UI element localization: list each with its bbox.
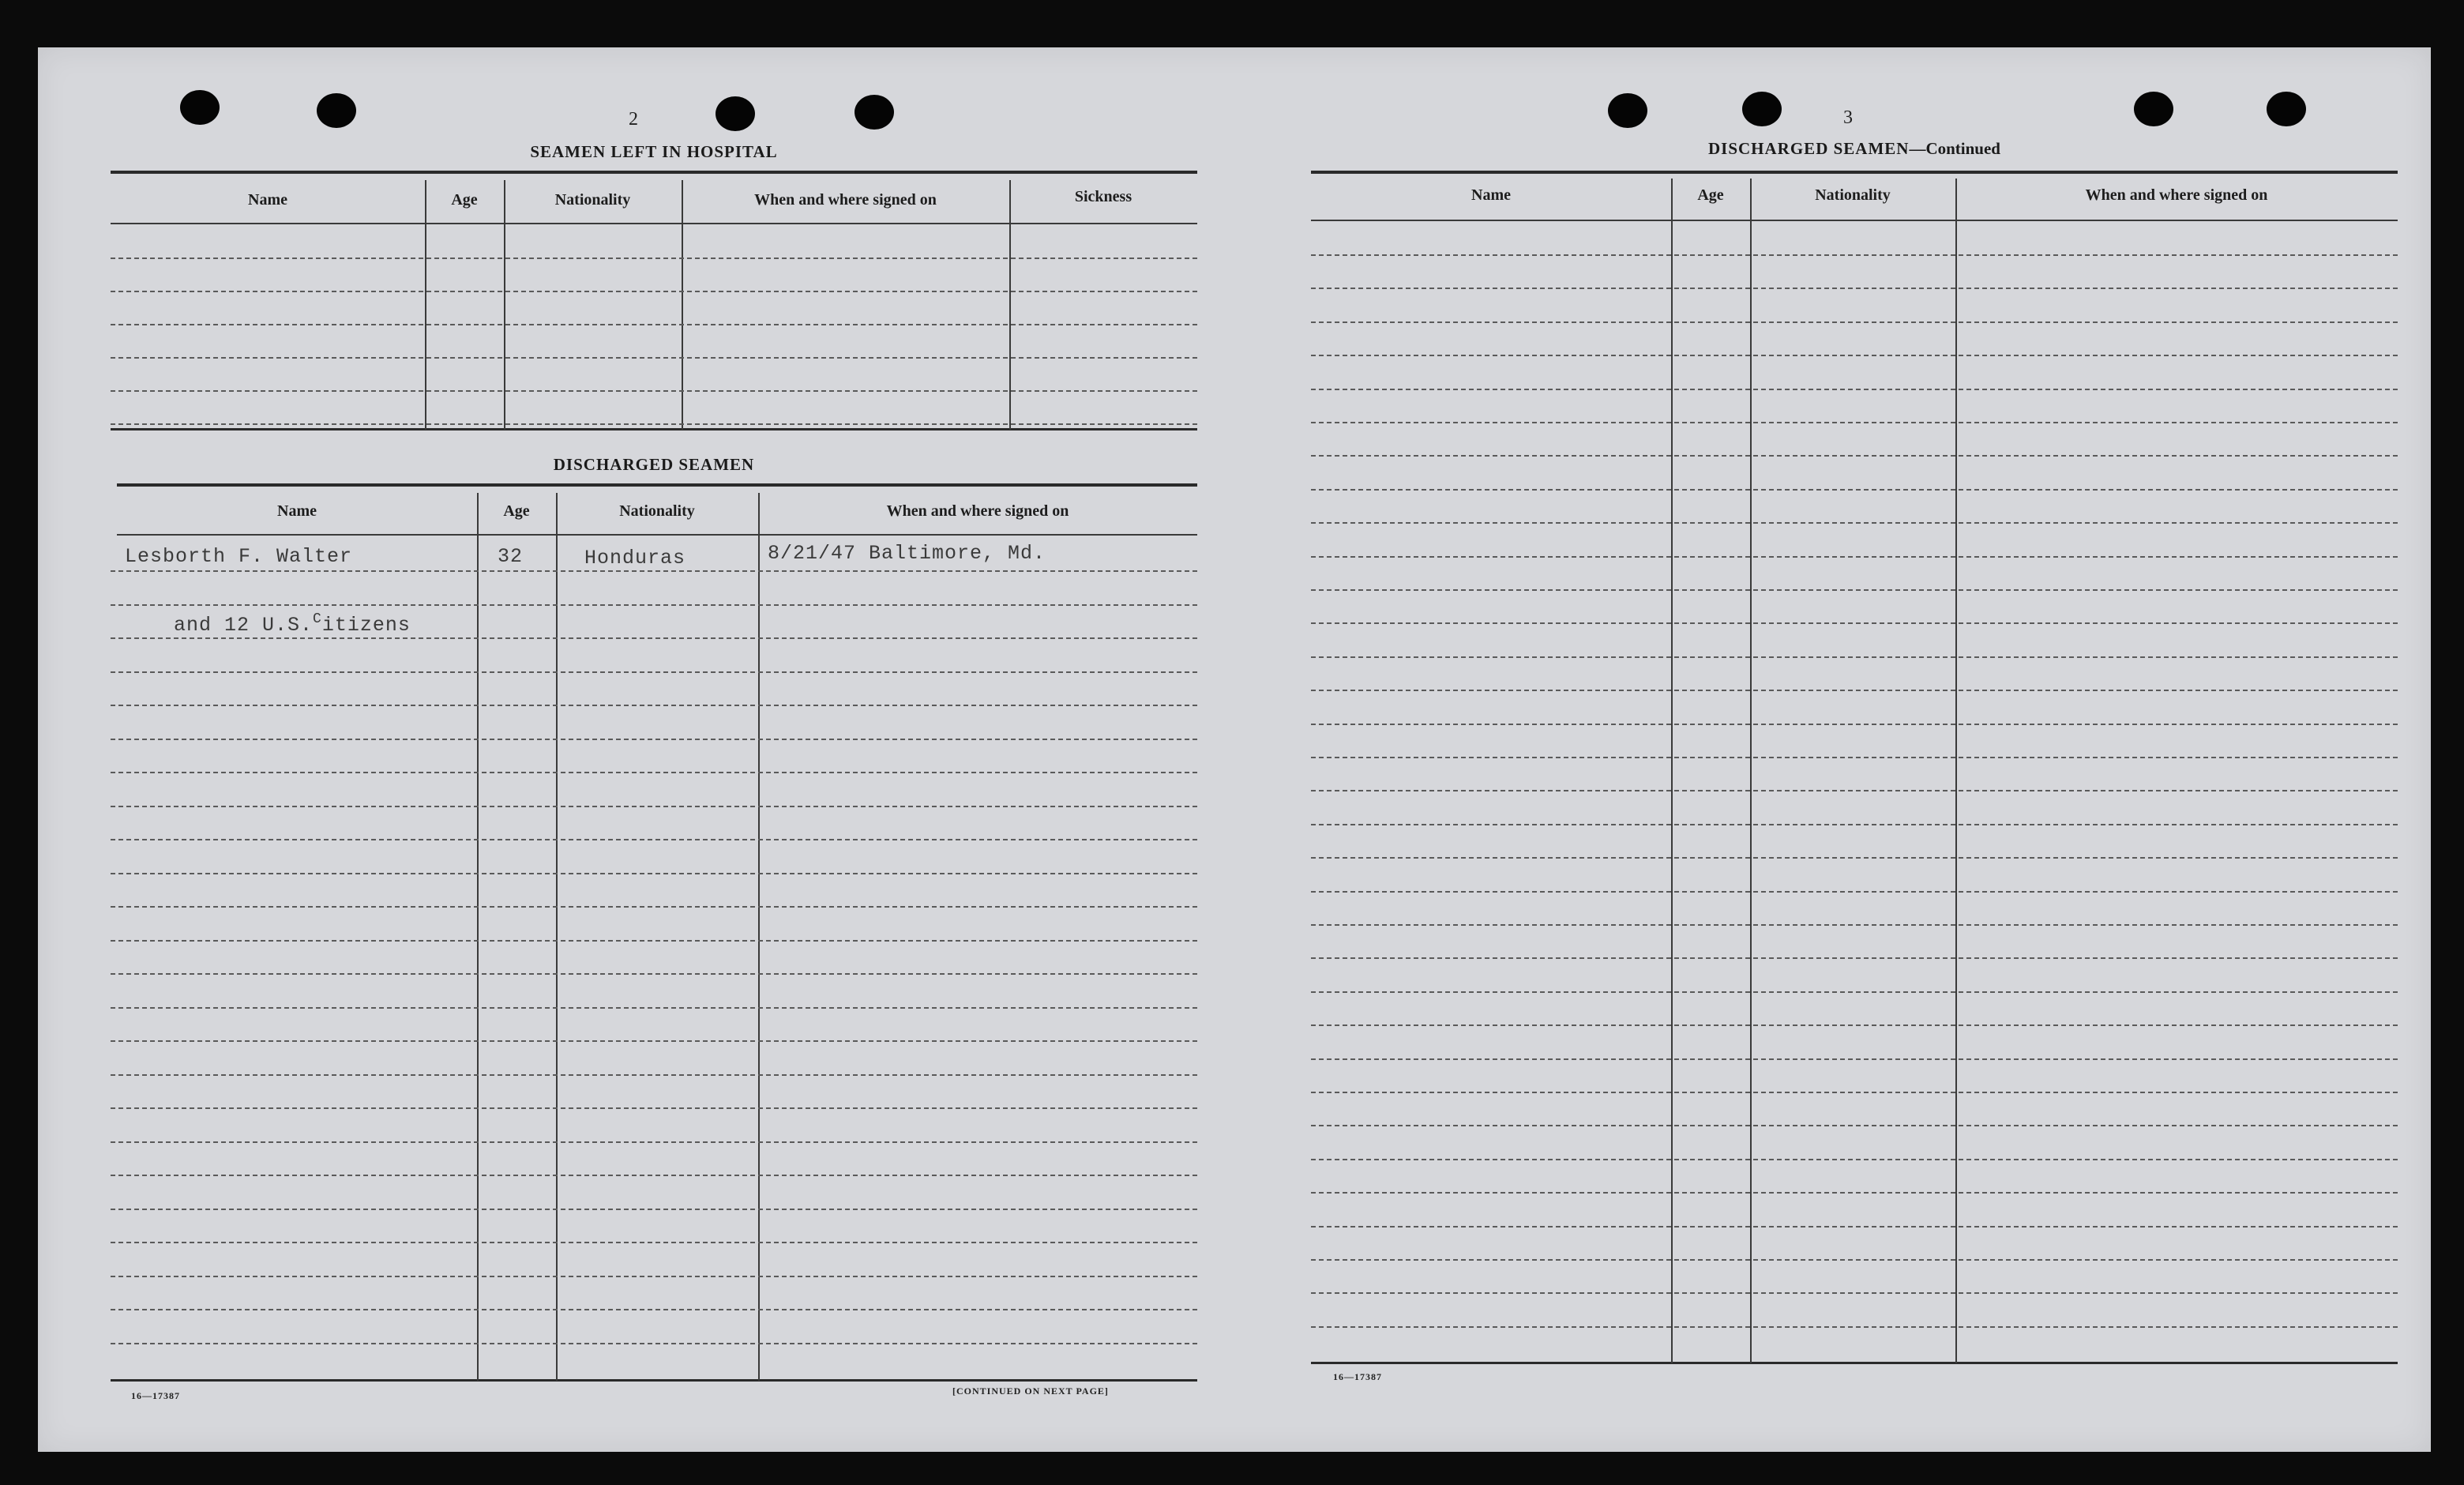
right-table-row-line xyxy=(1311,1259,2398,1261)
seaman-signed-on: 8/21/47 Baltimore, Md. xyxy=(768,542,1046,565)
hospital-col-age: Age xyxy=(451,191,478,209)
citizens-note xyxy=(174,611,411,637)
right-table-row-line xyxy=(1311,288,2398,289)
discharged-section-title: DISCHARGED SEAMEN xyxy=(553,455,755,474)
right-table-row-line xyxy=(1311,389,2398,390)
right-table-row-line xyxy=(1311,622,2398,624)
punch-hole xyxy=(2134,92,2173,126)
hospital-col-divider xyxy=(1009,180,1011,430)
discharged-col-divider xyxy=(556,493,558,1381)
hospital-table-row-line xyxy=(111,357,1197,359)
discharged-table-row-line xyxy=(111,1309,1197,1310)
punch-hole xyxy=(855,95,894,130)
hospital-col-sickness: Sickness xyxy=(1074,188,1132,205)
hospital-col-divider xyxy=(425,180,426,430)
right-table-row-line xyxy=(1311,1092,2398,1093)
discharged-table-top-rule xyxy=(117,483,1197,487)
right-table-row-line xyxy=(1311,321,2398,323)
continued-label: [CONTINUED ON NEXT PAGE] xyxy=(952,1385,1109,1397)
discharged-table-row-line xyxy=(111,1242,1197,1243)
right-table-row-line xyxy=(1311,924,2398,926)
right-table-header-rule xyxy=(1311,220,2398,221)
hospital-col-divider xyxy=(504,180,505,430)
discharged-table-row-line xyxy=(111,604,1197,606)
right-col-nationality: Nationality xyxy=(1815,186,1891,204)
hospital-table-top-rule xyxy=(111,171,1197,174)
discharged-col-age: Age xyxy=(503,502,530,520)
punch-hole xyxy=(317,93,356,128)
citizens-note-prefix: and 12 U.S. xyxy=(174,614,314,637)
punch-hole xyxy=(2267,92,2306,126)
discharged-col-divider xyxy=(477,493,479,1381)
discharged-table-row-line xyxy=(111,873,1197,874)
right-table-top-rule xyxy=(1311,171,2398,174)
right-title-main: DISCHARGED SEAMEN xyxy=(1708,139,1910,158)
hospital-table-row-line xyxy=(111,258,1197,259)
discharged-col-signed-on: When and where signed on xyxy=(886,502,1069,520)
punch-hole xyxy=(1742,92,1782,126)
right-table-row-line xyxy=(1311,1024,2398,1026)
right-col-age: Age xyxy=(1697,186,1724,204)
punch-hole xyxy=(180,90,220,125)
hospital-col-divider xyxy=(682,180,683,430)
right-table-row-line xyxy=(1311,355,2398,356)
right-col-divider xyxy=(1750,179,1752,1363)
discharged-table-row-line xyxy=(111,570,1197,572)
discharged-table-row-line xyxy=(111,806,1197,807)
hospital-table-row-line xyxy=(111,390,1197,392)
right-col-signed-on: When and where signed on xyxy=(2085,186,2268,204)
right-table-row-line xyxy=(1311,1226,2398,1227)
right-table-row-line xyxy=(1311,1058,2398,1060)
right-table-row-line xyxy=(1311,422,2398,423)
discharged-table-row-line xyxy=(111,1209,1197,1210)
right-table-row-line xyxy=(1311,790,2398,791)
discharged-table-bottom-rule xyxy=(111,1379,1197,1382)
discharged-table-row-line xyxy=(111,1276,1197,1277)
punch-hole xyxy=(1608,93,1647,128)
discharged-table-row-line xyxy=(111,671,1197,673)
right-table-row-line xyxy=(1311,957,2398,959)
discharged-table-row-line xyxy=(111,772,1197,773)
seaman-age: 32 xyxy=(498,545,524,568)
form-number-right: 16—17387 xyxy=(1333,1371,1382,1382)
form-number-left: 16—17387 xyxy=(131,1390,180,1401)
scanned-document xyxy=(38,47,2431,1452)
right-table-row-line xyxy=(1311,489,2398,491)
discharged-table-row-line xyxy=(111,1175,1197,1176)
seaman-name: Lesborth F. Walter xyxy=(125,545,353,568)
right-table-row-line xyxy=(1311,690,2398,691)
hospital-table-bottom-rule xyxy=(111,428,1197,430)
right-table-row-line xyxy=(1311,1192,2398,1194)
discharged-table-row-line xyxy=(111,739,1197,740)
discharged-table-row-line xyxy=(111,1040,1197,1042)
right-table-row-line xyxy=(1311,556,2398,558)
discharged-table-row-line xyxy=(111,940,1197,942)
discharged-table-row-line xyxy=(111,839,1197,840)
discharged-col-name: Name xyxy=(277,502,317,520)
hospital-col-nationality: Nationality xyxy=(554,191,631,209)
discharged-table-header-rule xyxy=(117,534,1197,536)
right-table-row-line xyxy=(1311,757,2398,758)
discharged-table-row-line xyxy=(111,1141,1197,1143)
discharged-table-row-line xyxy=(111,1074,1197,1076)
page-number-right: 3 xyxy=(1843,107,1853,128)
hospital-col-name: Name xyxy=(248,191,287,209)
right-table-row-line xyxy=(1311,724,2398,725)
right-table-row-line xyxy=(1311,589,2398,591)
discharged-table-row-line xyxy=(111,1107,1197,1109)
right-table-row-line xyxy=(1311,857,2398,859)
right-table-row-line xyxy=(1311,891,2398,893)
right-col-name: Name xyxy=(1471,186,1511,204)
seaman-nationality: Honduras xyxy=(584,547,686,570)
right-col-divider xyxy=(1955,179,1957,1363)
discharged-col-divider xyxy=(758,493,760,1381)
right-table-row-line xyxy=(1311,1292,2398,1294)
citizens-note-suffix: itizens xyxy=(321,614,411,637)
right-table-row-line xyxy=(1311,656,2398,658)
hospital-section-title: SEAMEN LEFT IN HOSPITAL xyxy=(530,142,778,161)
hospital-col-signed-on: When and where signed on xyxy=(754,191,937,209)
hospital-table-row-line xyxy=(111,324,1197,325)
discharged-table-row-line xyxy=(111,1007,1197,1009)
hospital-table-row-line xyxy=(111,423,1197,425)
discharged-table-row-line xyxy=(111,1343,1197,1344)
right-table-row-line xyxy=(1311,254,2398,256)
hospital-table-header-rule xyxy=(111,223,1197,224)
discharged-table-row-line xyxy=(111,637,1197,639)
citizens-note-sup: C xyxy=(313,611,322,627)
right-table-row-line xyxy=(1311,1125,2398,1126)
discharged-table-row-line xyxy=(111,906,1197,908)
right-table-row-line xyxy=(1311,991,2398,993)
right-section-title xyxy=(1311,139,2398,159)
right-table-row-line xyxy=(1311,1326,2398,1328)
page-number-left: 2 xyxy=(629,109,638,130)
discharged-col-nationality: Nationality xyxy=(619,502,695,520)
discharged-table-row-line xyxy=(111,705,1197,706)
right-table-row-line xyxy=(1311,522,2398,524)
punch-hole xyxy=(716,96,755,131)
right-table-row-line xyxy=(1311,455,2398,457)
right-col-divider xyxy=(1671,179,1673,1363)
hospital-table-row-line xyxy=(111,291,1197,292)
right-title-cont: —Continued xyxy=(1909,139,2000,158)
discharged-table-row-line xyxy=(111,973,1197,975)
right-table-row-line xyxy=(1311,1159,2398,1160)
right-table-row-line xyxy=(1311,824,2398,825)
right-table-bottom-rule xyxy=(1311,1362,2398,1364)
